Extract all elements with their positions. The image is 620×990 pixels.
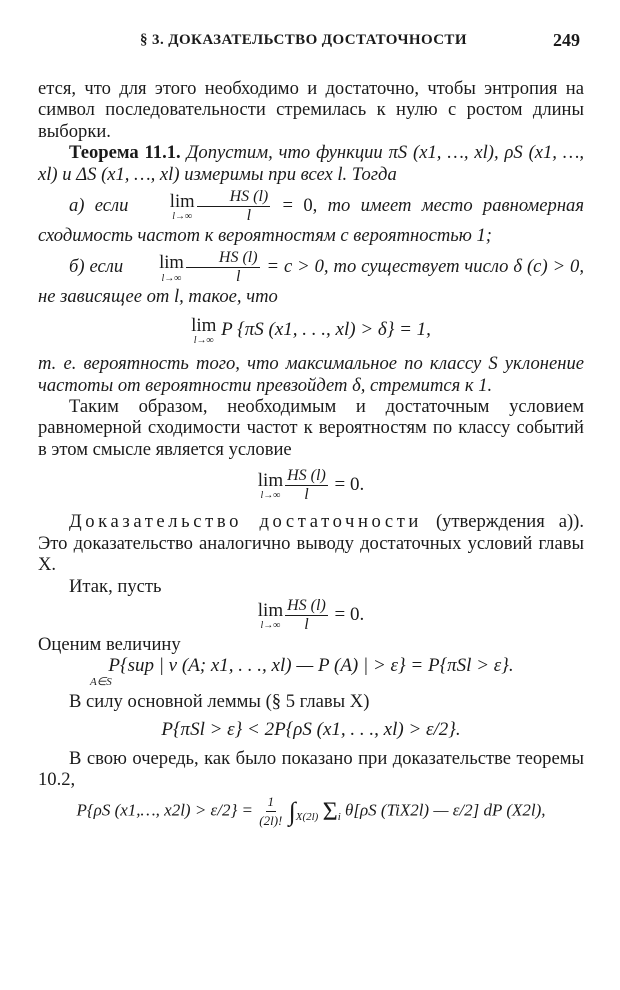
case-b-fraction: $\frac{HS (l)}{l}$ bbox=[184, 249, 262, 286]
page-number: 249 bbox=[553, 30, 580, 50]
paragraph-turn: В свою очередь, как было показано при доказательстве теоремы 10.2, bbox=[38, 747, 584, 790]
paragraph-estimate: Оценим величину bbox=[38, 633, 181, 655]
case-b-lim: lim l→∞ bbox=[159, 252, 184, 284]
case-a-tail: то имеет место равномерная сходимость частот к вероятностям с вероятностью 1; bbox=[38, 194, 584, 247]
theorem-conclusion: т. е. вероятность того, что максимальное по классу S уклонение частоты от вероятности превзойдет δ, стремится к 1. bbox=[38, 353, 584, 396]
formula-prob-pi: lim l→∞ P {πS (x1, . . ., xl) > δ} = 1, bbox=[191, 314, 431, 347]
formula-final: P{ρS (x1,…, x2l) > ε/2} = $\frac{1}{(2l)!}$ $\int_{X(2l)}$ $\Sigma_i$ θ[ρS (TiX2l) — ε/2] dP (X2l), bbox=[76, 794, 546, 829]
theorem-statement: Допустим, что функции πS (x1, …, xl), ρS (x1, …, xl) и ΔS (x1, …, xl) измеримы при всех l. Тогда bbox=[38, 142, 585, 185]
paragraph-condition: Таким образом, необходимым и достаточным условием равномерной сходимости частот к вероятностям по классу событий в этом смысле является условие bbox=[38, 396, 584, 460]
formula-condition: lim l→∞ $\frac{HS (l)}{l}$ = 0. bbox=[257, 467, 365, 504]
theorem-case-b bbox=[38, 249, 584, 307]
proof-lead: (утверждения а)). Это доказательство аналогично выводу достаточных условий главы X. bbox=[38, 511, 585, 576]
case-a-fraction: $\frac{HS (l)}{l}$ bbox=[195, 188, 273, 225]
formula-sup-subscript: A∈S bbox=[90, 675, 112, 688]
body-text bbox=[38, 78, 584, 830]
page-header bbox=[0, 30, 620, 54]
theorem-label: Теорема 11.1. bbox=[69, 142, 181, 164]
running-head: § 3. ДОКАЗАТЕЛЬСТВО ДОСТАТОЧНОСТИ bbox=[140, 32, 467, 48]
paragraph-entropy: ется, что для этого необходимо и достаточно, чтобы энтропия на символ последовательности стремилась к нулю с ростом длины выборки. bbox=[38, 78, 584, 142]
formula-itak: lim l→∞ $\frac{HS (l)}{l}$ = 0. bbox=[257, 596, 365, 633]
case-a-eq: = 0, bbox=[282, 194, 318, 216]
case-b-tail: то существует число δ (c) > 0, не зависящее от l, такое, что bbox=[38, 256, 584, 308]
formula-lemma: P{πSl > ε} < 2P{ρS (x1, . . ., xl) > ε/2}. bbox=[161, 719, 461, 741]
paragraph-itak: Итак, пусть bbox=[69, 575, 162, 597]
case-a-label: а) если bbox=[69, 194, 129, 216]
proof-label: Доказательство достаточности bbox=[69, 511, 422, 533]
theorem-11-1 bbox=[38, 142, 584, 185]
case-b-eq: = c > 0, bbox=[266, 256, 329, 278]
paragraph-lemma: В силу основной леммы (§ 5 главы X) bbox=[69, 690, 370, 712]
case-a-lim: lim l→∞ bbox=[169, 190, 195, 223]
theorem-case-a bbox=[38, 188, 584, 246]
paragraph-proof bbox=[38, 511, 584, 575]
case-b-label: б) если bbox=[69, 256, 124, 278]
formula-sup: P{sup | ν (A; x1, . . ., xl) — P (A) | > ε} = P{πSl > ε}. bbox=[108, 655, 514, 677]
